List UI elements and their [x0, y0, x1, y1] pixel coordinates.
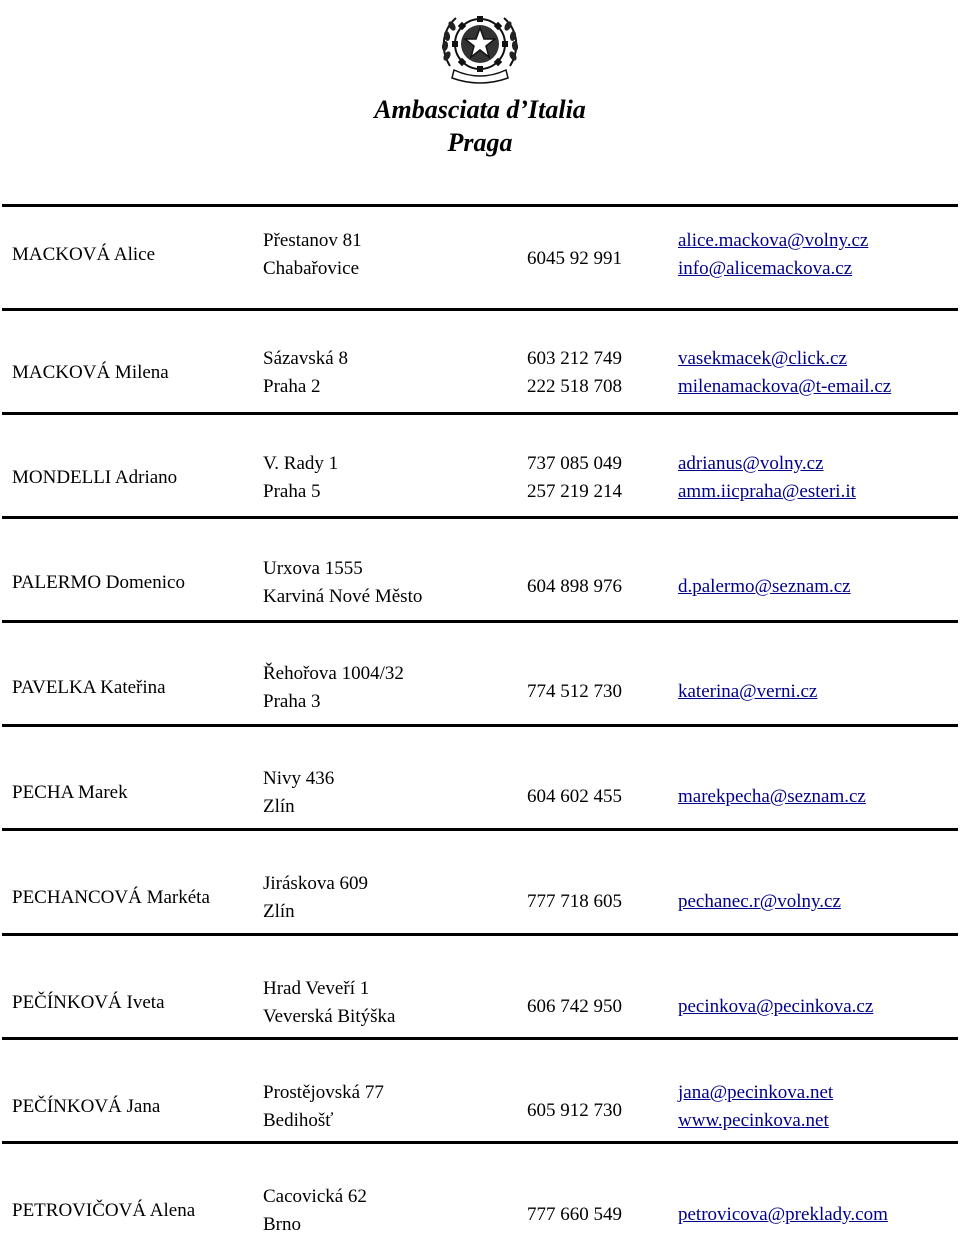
contact-phone: [527, 450, 622, 506]
contact-address: [263, 975, 395, 1031]
contact-address: [263, 345, 348, 401]
contact-address-line: Praha 5: [263, 481, 321, 502]
contact-address-line: Veverská Bitýška: [263, 1006, 396, 1027]
contact-email[interactable]: [678, 678, 817, 706]
contact-phone-line: 6045 92 991: [527, 248, 622, 269]
embassy-title: Ambasciata d’Italia: [374, 95, 586, 124]
contact-address-line: Karviná Nové Město: [263, 586, 423, 607]
contact-row: [0, 1064, 960, 1150]
contact-phone: [527, 245, 622, 273]
row-divider: [2, 308, 958, 311]
contact-address: [263, 1079, 384, 1135]
contact-address-line: V. Rady 1: [263, 453, 339, 474]
email-link[interactable]: www.pecinkova.net: [678, 1110, 829, 1131]
contact-phone: [527, 678, 622, 706]
contact-name: PALERMO Domenico: [12, 572, 185, 593]
email-link[interactable]: d.palermo@seznam.cz: [678, 576, 851, 597]
contact-name: MONDELLI Adriano: [12, 467, 178, 488]
email-link[interactable]: info@alicemackova.cz: [678, 258, 853, 279]
contact-name: PEČÍNKOVÁ Iveta: [12, 992, 165, 1013]
contact-row: [0, 855, 960, 941]
contact-address: [263, 555, 422, 611]
contact-phone-line: 774 512 730: [527, 681, 622, 702]
contact-address-line: Řehořova 1004/32: [263, 663, 404, 684]
italian-republic-emblem-icon: [436, 6, 524, 88]
contact-phone: [527, 993, 622, 1021]
contact-address-line: Zlín: [263, 901, 295, 922]
contact-name: PEČÍNKOVÁ Jana: [12, 1096, 161, 1117]
contact-email[interactable]: [678, 1201, 888, 1229]
contact-email[interactable]: [678, 993, 873, 1021]
embassy-city: Praga: [447, 128, 513, 157]
email-link[interactable]: marekpecha@seznam.cz: [678, 786, 866, 807]
contact-address: [263, 1183, 367, 1239]
contact-address-line: Prostějovská 77: [263, 1082, 384, 1103]
contact-phone-line: 777 660 549: [527, 1204, 622, 1225]
contact-email[interactable]: [678, 783, 866, 811]
contact-name: PECHANCOVÁ Markéta: [12, 887, 210, 908]
contact-phone-line: 222 518 708: [527, 376, 622, 397]
contact-address-line: Přestanov 81: [263, 230, 362, 251]
contact-name: PETROVIČOVÁ Alena: [12, 1200, 196, 1221]
contact-phone-line: 605 912 730: [527, 1100, 622, 1121]
contact-email[interactable]: [678, 573, 851, 601]
contact-phone: [527, 1201, 622, 1229]
contact-name: PAVELKA Kateřina: [12, 677, 166, 698]
contact-row: [0, 212, 960, 298]
contact-address-line: Urxova 1555: [263, 558, 363, 579]
contact-address: [263, 765, 334, 821]
contact-phone-line: 257 219 214: [527, 481, 622, 502]
contact-row: [0, 330, 960, 416]
email-link[interactable]: pechanec.r@volny.cz: [678, 891, 841, 912]
email-link[interactable]: vasekmacek@click.cz: [678, 348, 847, 369]
contact-phone-line: 604 602 455: [527, 786, 622, 807]
contact-row: [0, 750, 960, 836]
contact-phone: [527, 783, 622, 811]
contact-address-line: Cacovická 62: [263, 1186, 367, 1207]
contact-phone-line: 604 898 976: [527, 576, 622, 597]
contact-address-line: Bedihošť: [263, 1110, 334, 1131]
contact-phone: [527, 345, 622, 401]
contact-phone: [527, 573, 622, 601]
contact-phone: [527, 1097, 622, 1125]
contact-row: [0, 645, 960, 731]
email-link[interactable]: amm.iicpraha@esteri.it: [678, 481, 856, 502]
contact-phone-line: 606 742 950: [527, 996, 622, 1017]
contact-address: [263, 450, 338, 506]
email-link[interactable]: jana@pecinkova.net: [678, 1082, 834, 1103]
contact-phone-line: 737 085 049: [527, 453, 622, 474]
email-link[interactable]: pecinkova@pecinkova.cz: [678, 996, 874, 1017]
contact-address: [263, 660, 404, 716]
email-link[interactable]: alice.mackova@volny.cz: [678, 230, 869, 251]
contact-address-line: Nivy 436: [263, 768, 335, 789]
contact-email[interactable]: [678, 450, 856, 506]
contact-address-line: Zlín: [263, 796, 295, 817]
contact-email[interactable]: [678, 1079, 833, 1135]
contact-address-line: Praha 2: [263, 376, 321, 397]
email-link[interactable]: katerina@verni.cz: [678, 681, 818, 702]
email-link[interactable]: adrianus@volny.cz: [678, 453, 824, 474]
contact-address-line: Hrad Veveří 1: [263, 978, 370, 999]
contact-name: MACKOVÁ Alice: [12, 244, 156, 265]
contact-name: PECHA Marek: [12, 782, 128, 803]
row-divider: [2, 204, 958, 207]
contact-address-line: Jiráskova 609: [263, 873, 369, 894]
contact-row: [0, 960, 960, 1046]
contact-row: [0, 1168, 960, 1254]
contact-email[interactable]: [678, 345, 891, 401]
contact-address-line: Praha 3: [263, 691, 321, 712]
contact-phone: [527, 888, 622, 916]
contact-address-line: Sázavská 8: [263, 348, 348, 369]
contact-row: [0, 540, 960, 626]
contact-row: [0, 435, 960, 521]
contact-address: [263, 870, 368, 926]
contact-address-line: Brno: [263, 1214, 301, 1235]
email-link[interactable]: petrovicova@preklady.com: [678, 1204, 888, 1225]
contact-phone-line: 777 718 605: [527, 891, 622, 912]
contact-phone-line: 603 212 749: [527, 348, 622, 369]
contact-address: [263, 227, 362, 283]
contact-address-line: Chabařovice: [263, 258, 360, 279]
contact-email[interactable]: [678, 227, 868, 283]
contact-email[interactable]: [678, 888, 841, 916]
email-link[interactable]: milenamackova@t-email.cz: [678, 376, 892, 397]
contact-name: MACKOVÁ Milena: [12, 362, 169, 383]
